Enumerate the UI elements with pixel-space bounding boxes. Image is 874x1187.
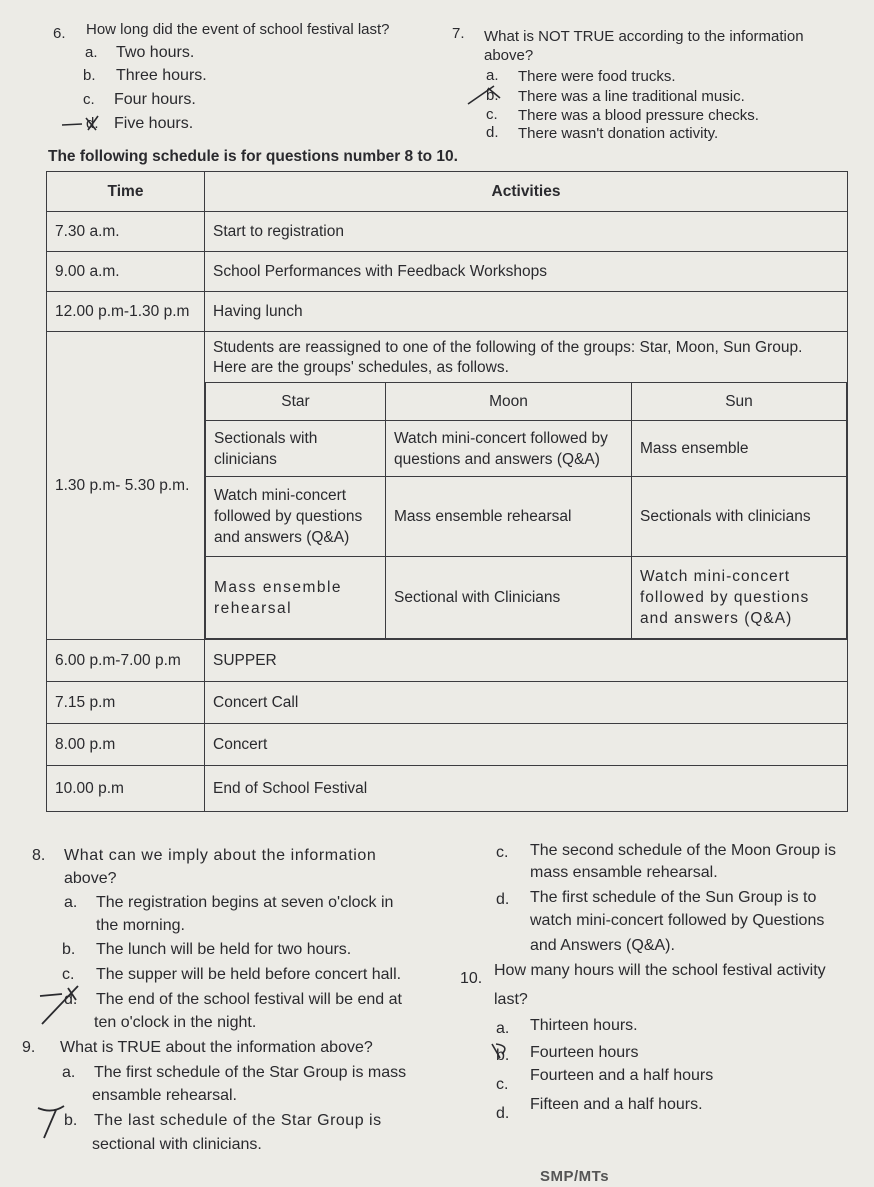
q7-question-line1: What is NOT TRUE according to the information (484, 28, 804, 45)
q8-number: 8. (32, 847, 46, 864)
row-activity: Having lunch (205, 292, 848, 332)
q7-answer-mark-icon (466, 84, 514, 110)
q10-question-line1: How many hours will the school festival activity (494, 962, 826, 979)
q10-option-c: Fourteen and a half hours (530, 1067, 714, 1084)
moon-slot-3: Sectional with Clinicians (386, 557, 632, 639)
page-footer: SMP/MTs (540, 1168, 610, 1185)
table-row (47, 212, 848, 252)
q8-option-d-right-line1: The first schedule of the Sun Group is to (530, 889, 817, 906)
table-row (47, 252, 848, 292)
q8-question-line2: above? (64, 870, 117, 887)
q9-option-b-line2: sectional with clinicians. (92, 1136, 262, 1153)
q8-option-d-line1: The end of the school festival will be end at (96, 991, 402, 1008)
group-header-moon: Moon (386, 383, 632, 421)
q6-number: 6. (53, 25, 66, 42)
q8-answer-mark-icon (36, 984, 96, 1028)
schedule-header-row (47, 172, 848, 212)
q8-option-d-letter: d. (64, 991, 78, 1008)
q8-option-b-line1: The lunch will be held for two hours. (96, 941, 352, 958)
schedule-intro: The following schedule is for questions number 8 to 10. (48, 148, 458, 165)
q9-question: What is TRUE about the information above? (60, 1039, 373, 1056)
moon-slot-1: Watch mini-concert followed by questions and answers (Q&A) (386, 421, 632, 477)
q8-option-c-right-line2: mass ensamble rehearsal. (530, 864, 718, 881)
row-activity: School Performances with Feedback Workshops (205, 252, 848, 292)
q10-option-d: Fifteen and a half hours. (530, 1096, 703, 1113)
table-row (47, 766, 848, 812)
group-time: 1.30 p.m- 5.30 p.m. (47, 332, 205, 640)
table-row (47, 682, 848, 724)
q6-option-b-letter: b. (83, 67, 96, 84)
q10-number: 10. (460, 970, 483, 987)
q10-option-c-letter: c. (496, 1076, 509, 1093)
star-slot-3: Mass ensemble rehearsal (206, 557, 386, 639)
q6-option-d: Five hours. (114, 115, 194, 132)
q10-option-b-letter: b. (496, 1047, 510, 1064)
q6-option-a-letter: a. (85, 44, 98, 61)
table-row (47, 724, 848, 766)
q6-answer-mark-icon (60, 112, 110, 134)
row-time: 6.00 p.m-7.00 p.m (47, 640, 205, 682)
q10-question-line2: last? (494, 991, 528, 1008)
row-activity: Start to registration (205, 212, 848, 252)
q8-option-c-right-line1: The second schedule of the Moon Group is (530, 842, 836, 859)
row-time: 10.00 p.m (47, 766, 205, 812)
star-slot-1: Sectionals with clinicians (206, 421, 386, 477)
table-row (47, 292, 848, 332)
q7-option-b-letter: b. (486, 87, 499, 104)
row-time: 8.00 p.m (47, 724, 205, 766)
row-activity: SUPPER (205, 640, 848, 682)
q9-option-a-letter: a. (62, 1064, 76, 1081)
sun-slot-3: Watch mini-concert followed by questions and answers (Q&A) (632, 557, 847, 639)
row-activity: End of School Festival (205, 766, 848, 812)
group-schedule-row (47, 332, 848, 640)
q8-option-d-right-line2: watch mini-concert followed by Questions (530, 912, 825, 929)
q6-question: How long did the event of school festival last? (86, 21, 390, 38)
q9-option-b-letter: b. (64, 1112, 78, 1129)
group-intro: Students are reassigned to one of the following of the groups: Star, Moon, Sun Group. Here are the groups' schedules, as follows. (213, 339, 803, 376)
q8-option-a-letter: a. (64, 894, 78, 911)
group-subtable (205, 382, 847, 639)
q9-answer-mark-icon (34, 1102, 70, 1142)
q10-answer-mark-icon (486, 1040, 516, 1062)
q9-option-a-line1: The first schedule of the Star Group is mass (94, 1064, 407, 1081)
q8-option-c-right-letter: c. (496, 844, 509, 861)
q6-option-d-letter: d. (86, 115, 99, 132)
schedule-table (46, 171, 848, 812)
q8-option-d-line2: ten o'clock in the night. (94, 1014, 257, 1031)
row-activity: Concert Call (205, 682, 848, 724)
q7-option-c-letter: c. (486, 106, 498, 123)
group-header-row (206, 383, 847, 421)
q7-number: 7. (452, 25, 465, 42)
q8-option-a-line2: the morning. (96, 917, 185, 934)
q10-option-a-letter: a. (496, 1020, 510, 1037)
group-row (206, 477, 847, 557)
q7-option-a-letter: a. (486, 67, 499, 84)
row-time: 7.30 a.m. (47, 212, 205, 252)
q10-option-a: Thirteen hours. (530, 1017, 638, 1034)
star-slot-2: Watch mini-concert followed by questions and answers (Q&A) (206, 477, 386, 557)
q9-option-a-line2: ensamble rehearsal. (92, 1087, 237, 1104)
q8-question-line1: What can we imply about the information (64, 847, 377, 864)
q7-question-line2: above? (484, 47, 534, 64)
moon-slot-2: Mass ensemble rehearsal (386, 477, 632, 557)
q7-option-b: There was a line traditional music. (518, 88, 745, 105)
q8-option-c-line1: The supper will be held before concert hall. (96, 966, 402, 983)
group-row (206, 557, 847, 639)
q6-option-b: Three hours. (116, 67, 207, 84)
q8-option-d-right-line3: and Answers (Q&A). (530, 937, 675, 954)
table-row (47, 640, 848, 682)
q6-option-c-letter: c. (83, 91, 95, 108)
q7-option-d-letter: d. (486, 124, 499, 141)
q7-option-d: There wasn't donation activity. (518, 125, 719, 142)
q6-option-c: Four hours. (114, 91, 196, 108)
q9-number: 9. (22, 1039, 36, 1056)
q6-option-a: Two hours. (116, 44, 195, 61)
q8-option-a-line1: The registration begins at seven o'clock in (96, 894, 394, 911)
row-time: 9.00 a.m. (47, 252, 205, 292)
header-activities: Activities (205, 172, 848, 212)
row-time: 12.00 p.m-1.30 p.m (47, 292, 205, 332)
header-time: Time (47, 172, 205, 212)
q7-option-a: There were food trucks. (518, 68, 676, 85)
group-row (206, 421, 847, 477)
q8-option-d-right-letter: d. (496, 891, 510, 908)
sun-slot-1: Mass ensemble (632, 421, 847, 477)
q10-option-b: Fourteen hours (530, 1044, 639, 1061)
group-header-star: Star (206, 383, 386, 421)
q8-option-c-letter: c. (62, 966, 75, 983)
q10-option-d-letter: d. (496, 1105, 510, 1122)
q8-option-b-letter: b. (62, 941, 76, 958)
q7-option-c: There was a blood pressure checks. (518, 107, 759, 124)
group-header-sun: Sun (632, 383, 847, 421)
q9-option-b-line1: The last schedule of the Star Group is (94, 1112, 382, 1129)
sun-slot-2: Sectionals with clinicians (632, 477, 847, 557)
row-activity: Concert (205, 724, 848, 766)
group-activities-cell (205, 332, 848, 640)
row-time: 7.15 p.m (47, 682, 205, 724)
